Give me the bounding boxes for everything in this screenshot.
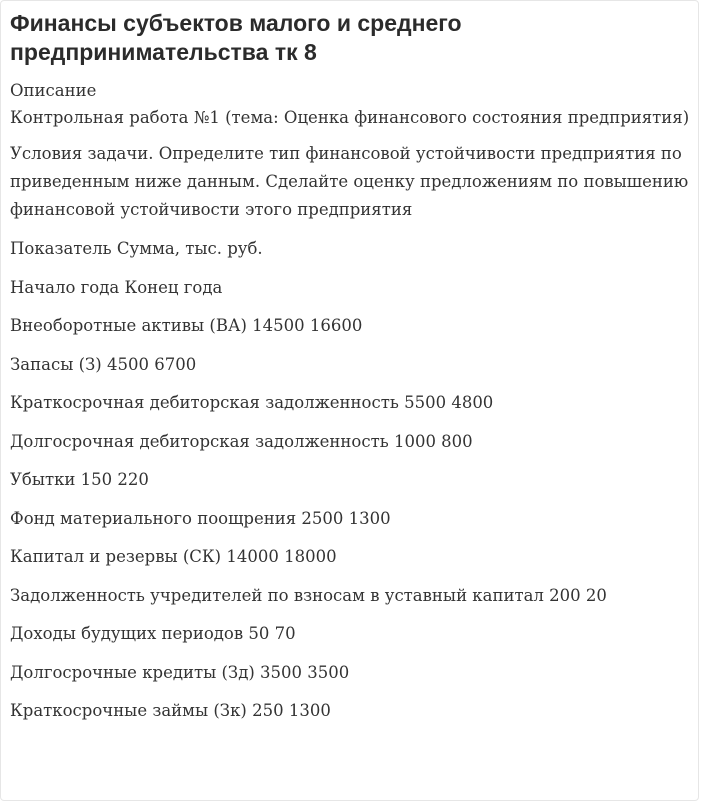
data-row: Запасы (З) 4500 6700 <box>10 354 197 374</box>
data-row: Долгосрочные кредиты (Зд) 3500 3500 <box>10 662 350 682</box>
data-row: Задолженность учредителей по взносам в уставный капитал 200 20 <box>10 585 607 605</box>
data-row: Внеоборотные активы (ВА) 14500 16600 <box>10 316 363 335</box>
data-row: Фонд материального поощрения 2500 1300 <box>10 508 391 528</box>
description-label: Описание <box>10 81 97 100</box>
task-text: Условия задачи. Определите тип финансовой устойчивости предприятия по приведенным ниже данным. Сделайте оценку предложениям по повышению финансовой устойчивости этого предприятия <box>10 144 689 219</box>
document-title: Финансы субъектов малого и среднего предпринимательства тк 8 <box>10 10 462 65</box>
document-content <box>10 9 694 725</box>
data-row: Убытки 150 220 <box>10 470 149 489</box>
data-row: Капитал и резервы (СК) 14000 18000 <box>10 547 337 566</box>
data-row: Начало года Конец года <box>10 277 223 297</box>
data-rows <box>10 235 694 725</box>
data-row: Доходы будущих периодов 50 70 <box>10 624 296 643</box>
intro-text: Контрольная работа №1 (тема: Оценка финансового состояния предприятия) <box>10 108 690 127</box>
data-row: Краткосрочные займы (Зк) 250 1300 <box>10 701 331 720</box>
data-row: Показатель Сумма, тыс. руб. <box>10 239 263 258</box>
data-row: Краткосрочная дебиторская задолженность 5500 4800 <box>10 393 494 412</box>
data-row: Долгосрочная дебиторская задолженность 1000 800 <box>10 431 473 451</box>
